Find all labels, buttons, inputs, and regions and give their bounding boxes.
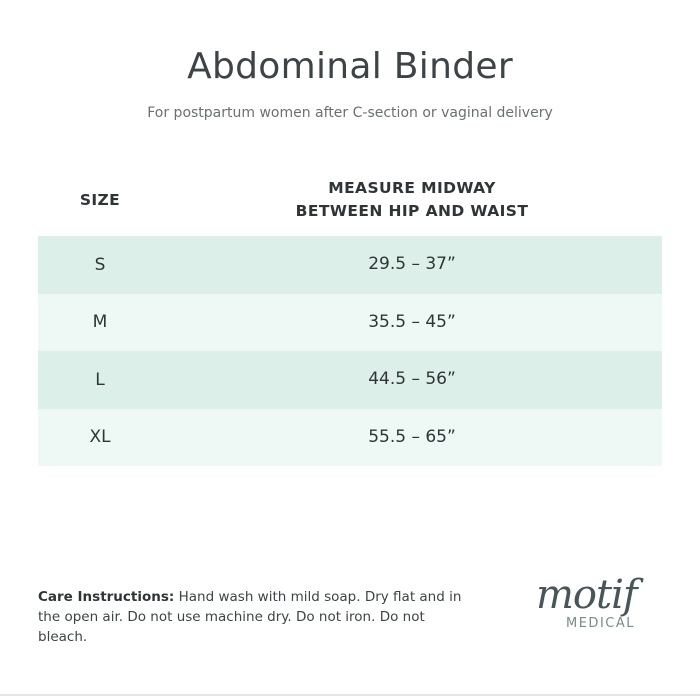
care-instructions-label: Care Instructions: bbox=[38, 589, 175, 605]
measure-column-header bbox=[162, 177, 662, 223]
measure-cell: 29.5 – 37” bbox=[368, 254, 456, 275]
measure-header-line1: MEASURE MIDWAY bbox=[328, 179, 496, 197]
logo-subtext: MEDICAL bbox=[566, 616, 635, 631]
logo-wordmark: motif bbox=[536, 572, 637, 618]
measure-cell: 55.5 – 65” bbox=[368, 426, 456, 447]
size-cell: XL bbox=[89, 427, 111, 448]
table-row bbox=[38, 351, 662, 409]
size-column-header: SIZE bbox=[79, 191, 121, 209]
bottom-divider bbox=[0, 694, 700, 696]
page-title: Abdominal Binder bbox=[187, 46, 513, 87]
table-row bbox=[38, 236, 662, 294]
brand-logo bbox=[532, 570, 667, 640]
page-subtitle: For postpartum women after C-section or vaginal delivery bbox=[147, 105, 553, 121]
size-chart-table bbox=[38, 164, 662, 466]
table-header bbox=[38, 164, 662, 236]
measure-header-line2: BETWEEN HIP AND WAIST bbox=[295, 202, 529, 220]
size-cell: L bbox=[95, 369, 105, 390]
size-cell: M bbox=[92, 312, 108, 333]
measure-cell: 35.5 – 45” bbox=[368, 311, 456, 332]
care-instructions-text: Hand wash with mild soap. Dry flat and in the open air. Do not use machine dry. Do not iron. Do not bleach. bbox=[38, 589, 462, 645]
size-cell: S bbox=[94, 254, 106, 275]
measure-cell: 44.5 – 56” bbox=[368, 369, 456, 390]
care-instructions bbox=[38, 587, 478, 647]
table-row bbox=[38, 409, 662, 467]
table-row bbox=[38, 294, 662, 352]
